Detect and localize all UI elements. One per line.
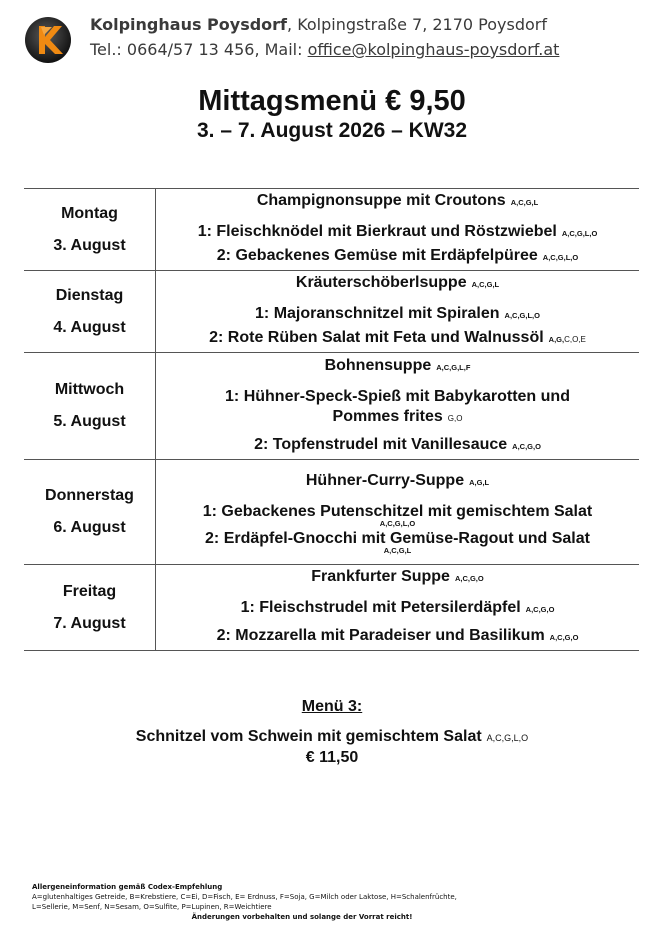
- dish-name: 1: Gebackenes Putenschitzel mit gemischtem Salat: [202, 502, 593, 520]
- menu-3-price: € 11,50: [305, 749, 359, 766]
- dishes-cell: [156, 271, 640, 353]
- allergen-codes: A,C,G,L: [510, 198, 539, 207]
- allergen-codes: G,O: [447, 413, 463, 423]
- day-name: Mittwoch: [54, 381, 125, 398]
- dish-name: 1: Fleischknödel mit Bierkraut und Röstzwiebel: [197, 223, 557, 240]
- day-row-monday: [24, 189, 639, 271]
- menu-heading: [0, 84, 664, 144]
- allergen-codes: A,C,G,L,F: [436, 362, 471, 372]
- main-dish-1: [156, 387, 639, 407]
- main-dish-2: [156, 435, 639, 457]
- dishes-cell: [156, 460, 640, 565]
- allergen-legend-line-1: A=glutenhaltiges Getreide, B=Krebstiere, C=Ei, D=Fisch, E= Erdnuss, F=Soja, G=Milch oder Laktose, H=Schalenfrüchte,: [32, 893, 457, 901]
- menu-3-title: Menü 3:: [301, 698, 363, 715]
- day-date: 4. August: [53, 318, 126, 336]
- soup: [156, 273, 639, 295]
- allergen-legend-line-2: L=Sellerie, M=Senf, N=Sesam, O=Sulfite, P=Lupinen, R=Weichtiere: [32, 903, 272, 911]
- day-date: 5. August: [53, 413, 126, 430]
- org-address: , Kolpingstraße 7, 2170 Poysdorf: [287, 15, 547, 34]
- dish-name: 2: Mozzarella mit Paradeiser und Basilikum: [216, 627, 545, 644]
- allergen-codes: A,G,: [548, 335, 565, 344]
- dish-name: 1: Fleischstrudel mit Petersilerdäpfel: [240, 599, 521, 616]
- main-dish-1: [156, 502, 639, 528]
- weekly-menu-table: [24, 188, 639, 651]
- allergen-codes: A,C,G,L,O: [379, 518, 416, 528]
- soup: [156, 567, 639, 589]
- allergen-codes: A,C,G,O: [549, 633, 579, 642]
- dish-name-line-2: Pommes frites: [332, 407, 443, 425]
- menu-3-section: [0, 697, 664, 768]
- page-title: Mittagsmenü € 9,50: [198, 85, 466, 117]
- day-row-friday: [24, 565, 639, 651]
- dish-name: 2: Erdäpfel-Gnocchi mit Gemüse-Ragout und Salat: [205, 529, 590, 547]
- day-row-wednesday: [24, 353, 639, 460]
- day-cell: [24, 271, 156, 353]
- main-dish-1: [156, 598, 639, 620]
- allergen-footer: [32, 882, 632, 922]
- main-dish-2: [156, 529, 639, 555]
- allergen-codes: A,C,G,L: [471, 280, 500, 289]
- dishes-cell: [156, 353, 640, 460]
- disclaimer-note: Änderungen vorbehalten und solange der Vorrat reicht!: [191, 913, 413, 921]
- allergen-codes: A,C,G,O: [512, 441, 541, 451]
- day-row-tuesday: [24, 271, 639, 353]
- day-date: 6. August: [53, 519, 126, 536]
- main-dish-2: [156, 328, 639, 350]
- day-name: Freitag: [62, 582, 117, 600]
- allergen-codes: A,C,G,L,O: [542, 253, 579, 262]
- day-date: 3. August: [53, 236, 126, 254]
- allergen-codes: A,C,G,L,O: [504, 311, 540, 320]
- day-cell: [24, 565, 156, 651]
- main-dish-1-cont: [156, 407, 639, 429]
- soup-name: Frankfurter Suppe: [311, 568, 450, 585]
- allergen-codes: A,C,G,L,O: [486, 733, 529, 743]
- letterhead: [24, 10, 644, 70]
- soup-name: Champignonsuppe mit Croutons: [256, 192, 506, 209]
- soup: [156, 471, 639, 493]
- day-row-thursday: [24, 460, 639, 565]
- org-name: Kolpinghaus Poysdorf: [90, 15, 288, 34]
- day-name: Dienstag: [55, 286, 124, 304]
- allergen-codes: A,C,G,L: [383, 545, 412, 555]
- dish-name: 1: Majoranschnitzel mit Spiralen: [255, 305, 500, 322]
- main-dish-2: [156, 626, 639, 648]
- day-cell: [24, 189, 156, 271]
- dish-name: 2: Rote Rüben Salat mit Feta und Walnussöl: [209, 329, 544, 346]
- allergen-codes-secondary: C,O,E: [564, 335, 586, 344]
- email-link[interactable]: office@kolpinghaus-poysdorf.at: [307, 40, 560, 59]
- day-cell: [24, 353, 156, 460]
- main-dish-1: [156, 222, 639, 244]
- dish-name: 2: Gebackenes Gemüse mit Erdäpfelpüree: [216, 247, 538, 264]
- dish-name: 2: Topfenstrudel mit Vanillesauce: [254, 435, 508, 453]
- allergen-info-title: Allergeneinformation gemäß Codex-Empfehlung: [32, 883, 223, 891]
- menu-3-dish: [0, 727, 664, 748]
- dish-name: Schnitzel vom Schwein mit gemischtem Salat: [135, 728, 482, 745]
- soup: [156, 356, 639, 378]
- day-name: Montag: [61, 204, 118, 222]
- dish-name-line-1: 1: Hühner-Speck-Spieß mit Babykarotten und: [225, 387, 570, 405]
- main-dish-1: [156, 304, 639, 326]
- allergen-codes: A,G,L: [469, 477, 490, 487]
- soup-name: Kräuterschöberlsuppe: [295, 274, 467, 291]
- day-date: 7. August: [53, 614, 126, 632]
- contact-info: Tel.: 0664/57 13 456, Mail:: [90, 40, 308, 59]
- dishes-cell: [156, 189, 640, 271]
- allergen-codes: A,C,G,O: [454, 574, 484, 583]
- date-range: 3. – 7. August 2026 – KW32: [197, 119, 467, 142]
- soup: [156, 191, 639, 213]
- dishes-cell: [156, 565, 640, 651]
- letterhead-text: [90, 12, 559, 62]
- day-cell: [24, 460, 156, 565]
- day-name: Donnerstag: [45, 487, 134, 504]
- allergen-codes: A,C,G,O: [525, 605, 555, 614]
- soup-name: Hühner-Curry-Suppe: [305, 471, 465, 489]
- allergen-codes: A,C,G,L,O: [561, 229, 598, 238]
- soup-name: Bohnensuppe: [324, 356, 432, 374]
- main-dish-2: [156, 246, 639, 268]
- kolping-logo-icon: [24, 13, 72, 65]
